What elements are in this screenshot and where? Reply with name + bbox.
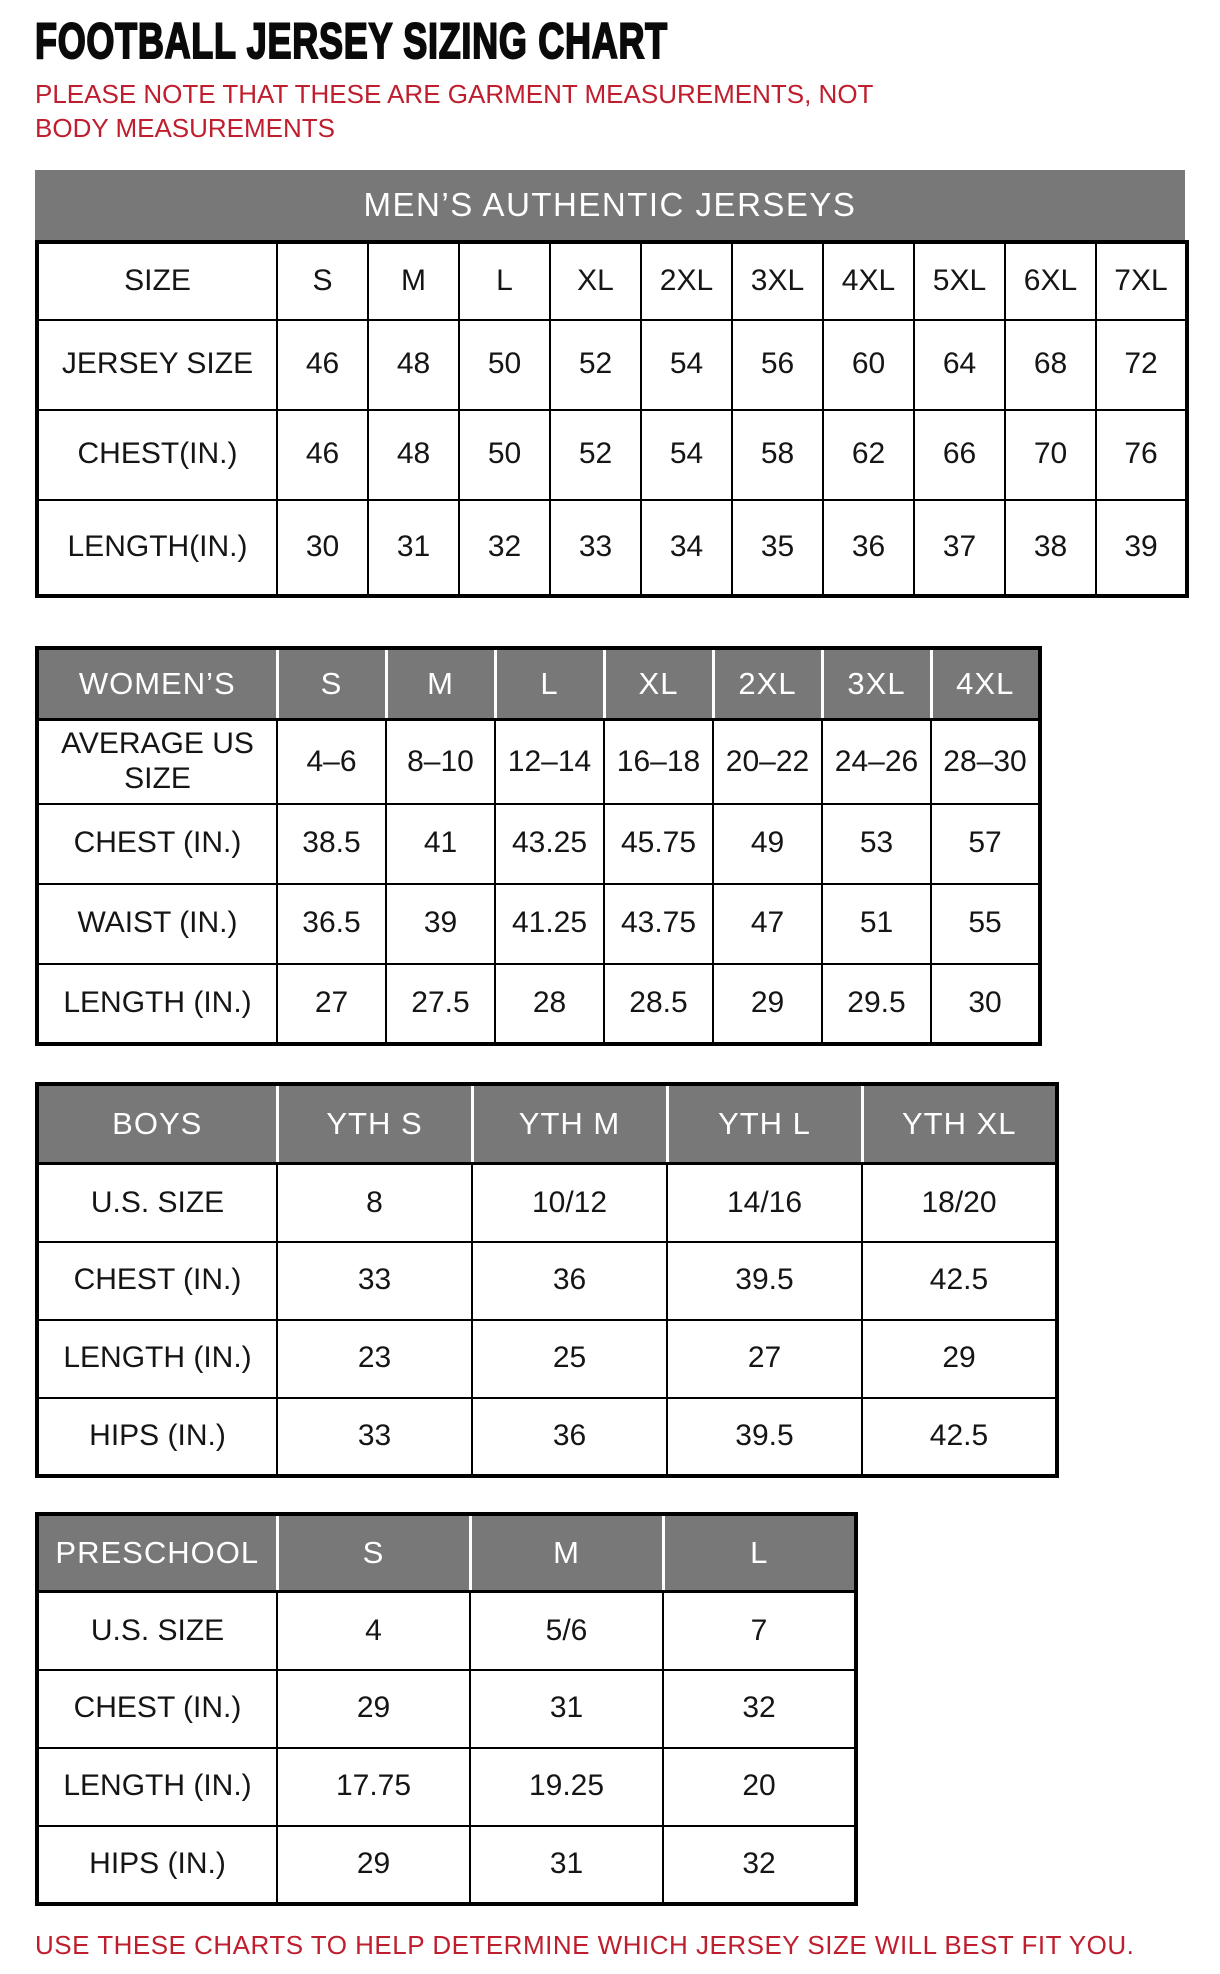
value-cell: 51 [822,884,931,964]
value-cell: 39 [386,884,495,964]
size-header-cell: YTH L [667,1084,862,1164]
row-label: CHEST (IN.) [37,1670,277,1748]
mens-table [35,240,1189,598]
row-label: HIPS (IN.) [37,1826,277,1904]
value-cell: 28–30 [931,720,1040,804]
table-row [37,242,1187,320]
value-cell: 35 [732,500,823,596]
value-cell: 46 [277,410,368,500]
value-cell: 24–26 [822,720,931,804]
value-cell: 45.75 [604,804,713,884]
value-cell: 49 [713,804,822,884]
table-row [37,320,1187,410]
value-cell: 42.5 [862,1242,1057,1320]
value-cell: 57 [931,804,1040,884]
value-cell: 33 [277,1242,472,1320]
preschool-sizing-section [35,1512,1185,1906]
table-row [37,1398,1057,1476]
size-header-cell: YTH M [472,1084,667,1164]
value-cell: 70 [1005,410,1096,500]
value-cell: 30 [277,500,368,596]
value-cell: 39.5 [667,1398,862,1476]
value-cell: 72 [1096,320,1187,410]
value-cell: 39.5 [667,1242,862,1320]
row-label: U.S. SIZE [37,1592,277,1670]
table-row [37,964,1040,1044]
value-cell: 10/12 [472,1164,667,1242]
value-cell: 48 [368,410,459,500]
value-cell: 54 [641,320,732,410]
value-cell: 48 [368,320,459,410]
boys-table [35,1082,1059,1478]
preschool-table [35,1512,858,1906]
table-row [37,1320,1057,1398]
table-row [37,1164,1057,1242]
value-cell: 30 [931,964,1040,1044]
table-row [37,804,1040,884]
table-row [37,1748,856,1826]
value-cell: 60 [823,320,914,410]
value-cell: 25 [472,1320,667,1398]
table-title-cell: PRESCHOOL [37,1514,277,1592]
size-header-cell: S [277,648,386,720]
value-cell: 62 [823,410,914,500]
value-cell: 55 [931,884,1040,964]
table-header-row [37,648,1040,720]
boys-sizing-section [35,1082,1185,1478]
table-row [37,884,1040,964]
size-header-cell: 4XL [823,242,914,320]
table-row [37,1670,856,1748]
value-cell: 47 [713,884,822,964]
value-cell: 36.5 [277,884,386,964]
value-cell: 16–18 [604,720,713,804]
value-cell: 41 [386,804,495,884]
size-header-cell: XL [604,648,713,720]
table-header-row [37,1084,1057,1164]
value-cell: 31 [470,1826,663,1904]
mens-sizing-section [35,170,1185,598]
value-cell: 17.75 [277,1748,470,1826]
size-header-cell: 3XL [732,242,823,320]
value-cell: 56 [732,320,823,410]
size-header-cell: YTH XL [862,1084,1057,1164]
value-cell: 39 [1096,500,1187,596]
value-cell: 76 [1096,410,1187,500]
page-title: FOOTBALL JERSEY SIZING CHART [35,13,668,69]
value-cell: 27 [277,964,386,1044]
value-cell: 52 [550,410,641,500]
value-cell: 29 [277,1670,470,1748]
row-label: JERSEY SIZE [37,320,277,410]
size-header-cell: M [386,648,495,720]
size-header-cell: S [277,242,368,320]
value-cell: 23 [277,1320,472,1398]
row-label: LENGTH (IN.) [37,1748,277,1826]
row-label: U.S. SIZE [37,1164,277,1242]
value-cell: 4 [277,1592,470,1670]
size-header-cell: L [495,648,604,720]
size-header-cell: 2XL [713,648,822,720]
size-header-cell: YTH S [277,1084,472,1164]
value-cell: 31 [368,500,459,596]
size-header-cell: 4XL [931,648,1040,720]
mens-table-caption: MEN’S AUTHENTIC JERSEYS [35,170,1185,240]
table-header-row [37,1514,856,1592]
row-label: CHEST (IN.) [37,1242,277,1320]
value-cell: 32 [459,500,550,596]
value-cell: 38 [1005,500,1096,596]
value-cell: 32 [663,1826,856,1904]
value-cell: 28.5 [604,964,713,1044]
value-cell: 41.25 [495,884,604,964]
table-row [37,1826,856,1904]
size-header-cell: 2XL [641,242,732,320]
size-header-cell: 6XL [1005,242,1096,320]
value-cell: 27.5 [386,964,495,1044]
value-cell: 52 [550,320,641,410]
value-cell: 33 [277,1398,472,1476]
size-header-cell: 7XL [1096,242,1187,320]
value-cell: 42.5 [862,1398,1057,1476]
row-label: LENGTH(IN.) [37,500,277,596]
value-cell: 31 [470,1670,663,1748]
value-cell: 36 [823,500,914,596]
value-cell: 32 [663,1670,856,1748]
value-cell: 29.5 [822,964,931,1044]
size-header-cell: L [663,1514,856,1592]
value-cell: 20–22 [713,720,822,804]
table-row [37,1242,1057,1320]
row-label: SIZE [37,242,277,320]
value-cell: 50 [459,320,550,410]
value-cell: 36 [472,1242,667,1320]
garment-measurement-note: PLEASE NOTE THAT THESE ARE GARMENT MEASUREMENTS, NOT BODY MEASUREMENTS [35,79,873,143]
value-cell: 34 [641,500,732,596]
value-cell: 19.25 [470,1748,663,1826]
row-label: WAIST (IN.) [37,884,277,964]
womens-sizing-section [35,646,1185,1046]
size-header-cell: M [470,1514,663,1592]
size-header-cell: S [277,1514,470,1592]
value-cell: 14/16 [667,1164,862,1242]
value-cell: 29 [862,1320,1057,1398]
size-header-cell: XL [550,242,641,320]
value-cell: 5/6 [470,1592,663,1670]
size-header-cell: M [368,242,459,320]
value-cell: 53 [822,804,931,884]
row-label: LENGTH (IN.) [37,1320,277,1398]
value-cell: 46 [277,320,368,410]
size-header-cell: 5XL [914,242,1005,320]
value-cell: 36 [472,1398,667,1476]
table-row [37,1592,856,1670]
value-cell: 54 [641,410,732,500]
row-label: HIPS (IN.) [37,1398,277,1476]
table-title-cell: WOMEN’S [37,648,277,720]
value-cell: 38.5 [277,804,386,884]
footer-note: USE THESE CHARTS TO HELP DETERMINE WHICH JERSEY SIZE WILL BEST FIT YOU. [35,1929,1135,1960]
row-label: AVERAGE US SIZE [37,720,277,804]
value-cell: 7 [663,1592,856,1670]
value-cell: 4–6 [277,720,386,804]
table-row [37,500,1187,596]
value-cell: 29 [713,964,822,1044]
value-cell: 8 [277,1164,472,1242]
table-row [37,720,1040,804]
value-cell: 43.25 [495,804,604,884]
womens-table [35,646,1042,1046]
table-title-cell: BOYS [37,1084,277,1164]
value-cell: 58 [732,410,823,500]
size-header-cell: L [459,242,550,320]
value-cell: 43.75 [604,884,713,964]
value-cell: 66 [914,410,1005,500]
row-label: CHEST(IN.) [37,410,277,500]
value-cell: 50 [459,410,550,500]
value-cell: 20 [663,1748,856,1826]
row-label: CHEST (IN.) [37,804,277,884]
value-cell: 33 [550,500,641,596]
value-cell: 27 [667,1320,862,1398]
value-cell: 68 [1005,320,1096,410]
value-cell: 28 [495,964,604,1044]
size-header-cell: 3XL [822,648,931,720]
value-cell: 64 [914,320,1005,410]
value-cell: 18/20 [862,1164,1057,1242]
value-cell: 12–14 [495,720,604,804]
value-cell: 29 [277,1826,470,1904]
value-cell: 8–10 [386,720,495,804]
row-label: LENGTH (IN.) [37,964,277,1044]
value-cell: 37 [914,500,1005,596]
table-row [37,410,1187,500]
